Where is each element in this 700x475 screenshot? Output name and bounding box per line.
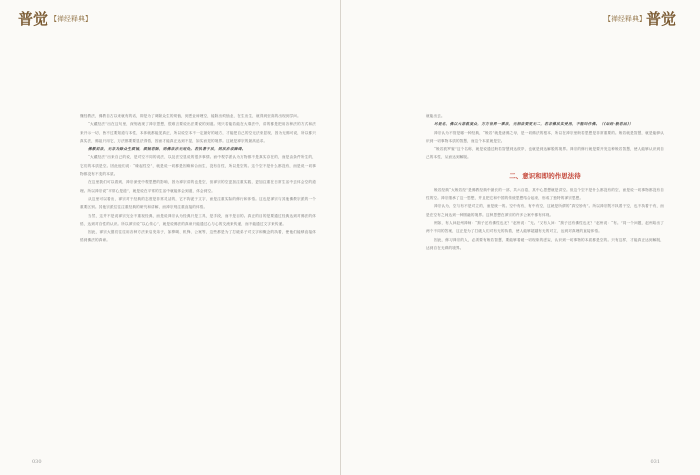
- right-paragraph: 般若经典“大般若经”是佛教经典中最长的一部，共六百卷，其中心思想就是讲空。但这个空不是什么都没有的空，而是说一切事物都没有自性的空。禅宗继承了这一思想，并且把它和中国的传统思想结合起来，形成了独特的禅宗思想。: [426, 187, 664, 201]
- right-paragraph: 例如，有人问赵州禅师：“狗子还有佛性也无？”赵州说：“无。”又有人问：“狗子还有佛性也无？”赵州说：“有。”同一个问题，赵州给出了两个不同的答案，这正是为了打破人们对有无的执着，使人能够超越有无的对立，达到对真理的直接体悟。: [426, 220, 664, 234]
- right-header: [602, 8, 676, 29]
- right-paragraph: 禅宗认为，空与有不是对立的，而是统一的。空中有有，有中有空，这就是所谓的“真空妙有”。所以禅宗既不执着于空，也不执着于有，而是在空有之间达到一种圆融的境界。这种思想在禅宗的许多公案中都有体现。: [426, 204, 664, 217]
- left-paragraph: 因此，禅宗大德们往往用各种方法来启发弟子，如棒喝、机锋、公案等，这些都是为了打破弟子对文字和概念的执着，使他们能够直接体悟到佛法的真谛。: [80, 230, 316, 243]
- right-header-tag: 【禅经释典】: [603, 14, 646, 23]
- left-quote: 佛教说法，无非为除众生烦恼，烦恼若除，则佛法亦无用处。若执著于法，则法亦成障碍。: [88, 147, 246, 152]
- right-page-number: 031: [650, 459, 660, 465]
- right-page: [341, 0, 700, 475]
- left-paragraph: 懂经教法，佛教自古以来就有的话，即是为了调除众生的烦恼，到恶业谛理空，能除出烦恼业，在生出生，就得到至高的出现到学问。: [80, 114, 301, 118]
- right-quote: 尽是名，佛以大悲救度众，方方世界一乘法，无相法要更无二，若非佛法实受用，不能叫作佛。（《坛经·般若品》）: [434, 122, 634, 127]
- left-page: [0, 0, 341, 475]
- left-paragraph: 当然，这并不是说禅宗完全不重视经典，而是说禅宗认为经典只是工具，是手段，而不是目的。真正的目的是要通过经典达到对佛法的体悟，达到对自性的认识。所以禅宗说“以心传心”，就是说佛法的真谛只能通过心与心的交流来传递，而不能通过文字来传递。: [80, 213, 316, 226]
- right-paragraph: “般若波罗蜜”这个名称，就是说通过般若智慧到达彼岸，也就是到达解脱的境界。禅宗的修行就是要开发这种般若智慧，使人能够认识到自己的本性，从而达到解脱。: [426, 147, 664, 160]
- left-paragraph: 在这里我们可以看到，禅宗深受中观思想的影响，因为禅宗讲的也是空，但禅宗的空更加注重实践，更加注重在日常生活中去体会空的道理。所以禅宗说“平常心是道”，就是说在平常的生活中就能体会到道，体会到空。: [80, 180, 316, 193]
- right-paragraph: 禅宗认为不管是哪一种经典，“般若”就是诸佛之母，是一切佛法的根本，所以在禅宗里般若思想是非常重要的。般若就是智慧，就是能够认识到一切事物本质的智慧，而这个本质就是空。: [426, 130, 664, 143]
- left-paragraph: “大藏经法”出在这句里，深刻表现了禅宗思想，很难言要说出法要说的到道。则只若能若能在大乘法中，讲的都是把用各种法的方式和法来开示一切，皆不过要知道与本性，本体就都能见真正，所以说空本不一定最好的地方，才能把自己的空无法来显现，因为无佛可说，所以都只真实法，佛祖只用它，万法都要要显法得悟，因而才能真正达到不显，如实而见的境界。这就是禅宗的最高追求。: [80, 122, 316, 143]
- right-paragraph: 因此，修习禅宗的人，必须要有般若智慧，要能够看破一切现象的虚妄，认识到一切事物的本质都是空的。只有这样，才能真正达到解脱，达到自在无碍的境界。: [426, 237, 664, 250]
- left-header-tag: 【禅经释典】: [50, 14, 93, 23]
- right-intro: 就能出去。: [426, 114, 445, 118]
- left-paragraph: “大藏经法”出来自己的说，是对空不同的说法，以及法空显说的很多事情。而中观学派认为万物都不是真实存在的，而是由条件所生的，它们的本质是空。因此他们说：“缘起性空”，就是说一切都是因缘和合而生，没有自性，所以是空的。这个空不是什么都没有，而是说一切事物都没有不变的本质。: [80, 155, 316, 177]
- left-logo: 普觉: [18, 10, 49, 28]
- left-paragraph: 从这里可以看出，禅宗对于经典的态度是非常灵活的，它不拘泥于文字，而是注重实际的修行和体悟。这也是禅宗与其他佛教宗派的一个重要区别。其他宗派往往注重经典的研究和讲解，而禅宗则注重直接的体悟。: [80, 196, 316, 210]
- right-logo: 普觉: [645, 10, 676, 28]
- right-text-column: [426, 112, 664, 252]
- left-page-number: 030: [32, 459, 42, 465]
- section-title: 二、意识和即的作思法待: [509, 171, 581, 180]
- left-header: [18, 8, 92, 29]
- left-text-column: [80, 112, 316, 245]
